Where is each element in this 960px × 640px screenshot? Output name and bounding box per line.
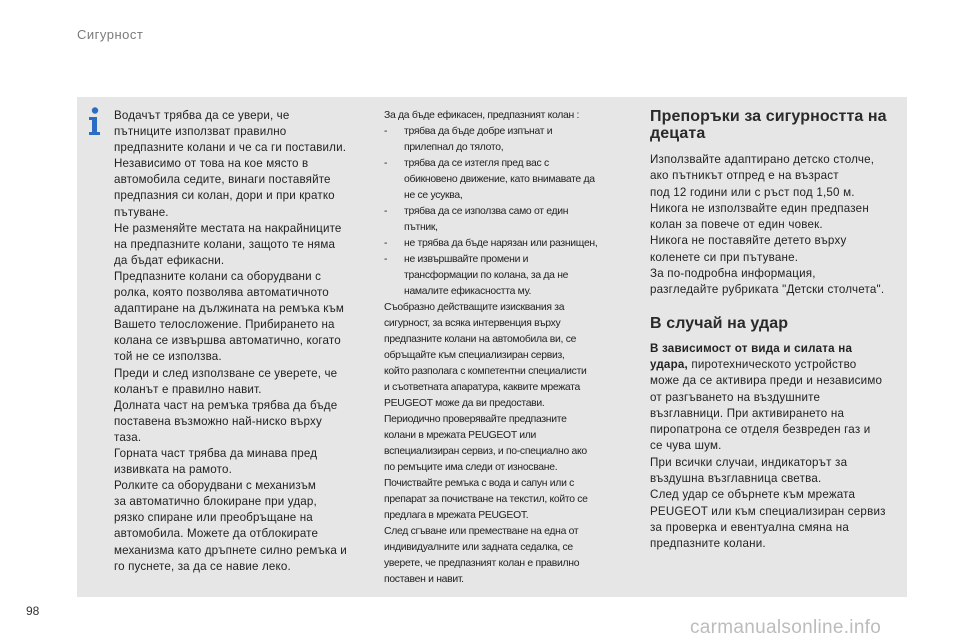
text-line: След сгъване или преместване на една от: [384, 526, 579, 537]
bullet-text: обикновено движение, като внимавате да: [404, 174, 595, 185]
bullet-text: намалите ефикасността му.: [404, 286, 532, 297]
text-line: който разполага с компетентни специалисти: [384, 366, 587, 377]
bullet-dash: -: [384, 254, 388, 265]
column-seatbelt-efficiency: [384, 108, 636, 588]
text-line: под 12 години или с ръст под 1,50 м.: [650, 185, 855, 199]
text-line: предпазните колани на автомобила ви, се: [384, 334, 577, 345]
text-line: поставена възможно най-ниско върху: [114, 414, 322, 428]
text-line: индивидуалните или задната седалка, се: [384, 542, 573, 553]
text-line: рязко спиране или преобръщане на: [114, 511, 313, 525]
section-header: Сигурност: [77, 27, 144, 42]
text-line: и съответната апаратура, каквите мрежата: [384, 382, 580, 393]
text-line: за автоматично блокиране при удар,: [114, 495, 317, 509]
text-line: Никога не поставяйте детето върху: [650, 234, 847, 248]
bullet-item: [384, 252, 636, 300]
text-line: таза.: [114, 430, 142, 444]
text-line: на предпазните колани, защото те няма: [114, 237, 336, 251]
text-line: предлага в мрежата PEUGEOT.: [384, 510, 529, 521]
text-line: ролка, която позволява автоматичното: [114, 286, 329, 300]
column-child-safety: [650, 108, 902, 553]
text-line: пътниците използват правилно: [114, 125, 287, 139]
text-line: се чува шум.: [650, 439, 722, 453]
text-line: За по-подробна информация,: [650, 267, 816, 281]
text-line: механизма като дръпнете силно ремъка и: [114, 543, 347, 557]
text-line: Никога не използвайте един предпазен: [650, 201, 869, 215]
text-line: Почиствайте ремъка с вода и сапун или с: [384, 478, 575, 489]
text-line: предпазния си колан, дори и при кратко: [114, 189, 335, 203]
heading-in-case-of-impact: В случай на удар: [650, 314, 789, 332]
bullet-text: прилепнал до тялото,: [404, 142, 504, 153]
text-line: вспециализиран сервиз, и по-специално ако: [384, 446, 587, 457]
page-number: 98: [26, 604, 40, 618]
bullet-item: [384, 204, 636, 236]
bullet-text: не извършвайте промени и: [404, 254, 529, 265]
bullet-text: не трябва да бъде нарязан или разнищен,: [404, 238, 598, 249]
text-line: коланът е правилно навит.: [114, 382, 262, 396]
text-line: Вашето телосложение. Прибирането на: [114, 318, 335, 332]
text-line: предпазните колани.: [650, 537, 766, 551]
text-line: препарат за почистване на текстил, който се: [384, 494, 588, 505]
text-line: След удар се обърнете към мрежата: [650, 488, 856, 502]
text-line: колани в мрежата PEUGEOT или: [384, 430, 537, 441]
text-line: от разгъването на въздушните: [650, 390, 821, 404]
text-line: въздушна възглавница светва.: [650, 472, 822, 486]
text-line: Горната част трябва да минава пред: [114, 446, 318, 460]
text-line: коленете си при пътуване.: [650, 250, 799, 264]
bullet-item: [384, 124, 636, 156]
text-line: предпазните колани и че са ги поставили.: [114, 141, 347, 155]
text-line: Периодично проверявайте предпазните: [384, 414, 567, 425]
watermark: carmanualsonline.info: [690, 617, 882, 638]
text-line: да бъдат ефикасни.: [114, 253, 225, 267]
text-line: Ролките са оборудвани с механизъм: [114, 479, 317, 493]
text-line: Не разменяйте местата на накрайниците: [114, 221, 342, 235]
efficiency-intro: За да бъде ефикасен, предпазният колан :: [384, 110, 580, 121]
text-line: по ремъците има следи от износване.: [384, 462, 558, 473]
bullet-text: не се усуква,: [404, 190, 463, 201]
bullet-item: [384, 156, 636, 204]
text-line: Използвайте адаптирано детско столче,: [650, 153, 875, 166]
text-line: Независимо от това на кое място в: [114, 157, 309, 171]
text-line: възглавници. При активирането на: [650, 406, 845, 420]
bullet-text: трябва да се изтегля пред вас с: [404, 158, 549, 169]
text-line: уверете, че предпазният колан е правилно: [384, 558, 580, 569]
text-line: PEUGEOT може да ви предостави.: [384, 398, 545, 409]
text-line: може да се активира преди и независимо: [650, 374, 883, 388]
bullet-text: трябва да се използва само от един: [404, 206, 569, 217]
bullet-dash: -: [384, 158, 388, 169]
text-line: колана се извършва автоматично, когато: [114, 334, 341, 348]
bullet-item: [384, 236, 636, 252]
impact-bold-line-2: удара, пиротехническото устройство: [650, 357, 857, 371]
text-line: той не се използва.: [114, 350, 222, 364]
impact-bold-line: В зависимост от вида и силата на: [650, 341, 853, 355]
text-line: При всички случаи, индикаторът за: [650, 455, 848, 469]
bullet-dash: -: [384, 238, 388, 249]
text-line: Долната част на ремъка трябва да бъде: [114, 398, 338, 412]
text-line: Водачът трябва да се увери, че: [114, 109, 290, 122]
text-line: сигурност, за всяка интервенция върху: [384, 318, 561, 329]
bullet-text: трансформации по колана, за да не: [404, 270, 569, 281]
text-line: пиропатрона се отделя безвреден газ и: [650, 423, 871, 437]
text-line: обръщайте към специализиран сервиз,: [384, 350, 565, 361]
text-line: Предпазните колани са оборудвани с: [114, 269, 322, 283]
text-line: Преди и след използване се уверете, че: [114, 366, 338, 380]
text-line: ако пътникът отпред е на възраст: [650, 169, 839, 183]
text-line: извивката на рамото.: [114, 463, 232, 477]
bullet-dash: -: [384, 206, 388, 217]
text-line: PEUGEOT или към специализиран сервиз: [650, 504, 886, 518]
text-line: Съобразно действащите изисквания за: [384, 302, 565, 313]
info-icon: [86, 106, 104, 136]
bullet-text: трябва да бъде добре изпънат и: [404, 126, 553, 137]
bullet-dash: -: [384, 126, 388, 137]
text-line: автомобила. Можете да отблокирате: [114, 527, 319, 541]
bullet-text: пътник,: [404, 222, 438, 233]
text-line: разгледайте рубриката "Детски столчета".: [650, 283, 885, 297]
text-line: го пуснете, за да се навие леко.: [114, 559, 291, 573]
text-line: пътуване.: [114, 205, 169, 219]
text-line: автомобила седите, винаги поставяйте: [114, 173, 331, 187]
text-line: адаптиране на дължината на ремъка към: [114, 302, 344, 316]
column-seatbelt-usage: [114, 108, 370, 575]
heading-child-safety: Препоръки за сигурността на децата: [650, 108, 887, 142]
text-line: за проверка и евентуална смяна на: [650, 520, 850, 534]
text-line: поставен и навит.: [384, 574, 464, 585]
text-line: колан за повече от един човек.: [650, 218, 823, 232]
